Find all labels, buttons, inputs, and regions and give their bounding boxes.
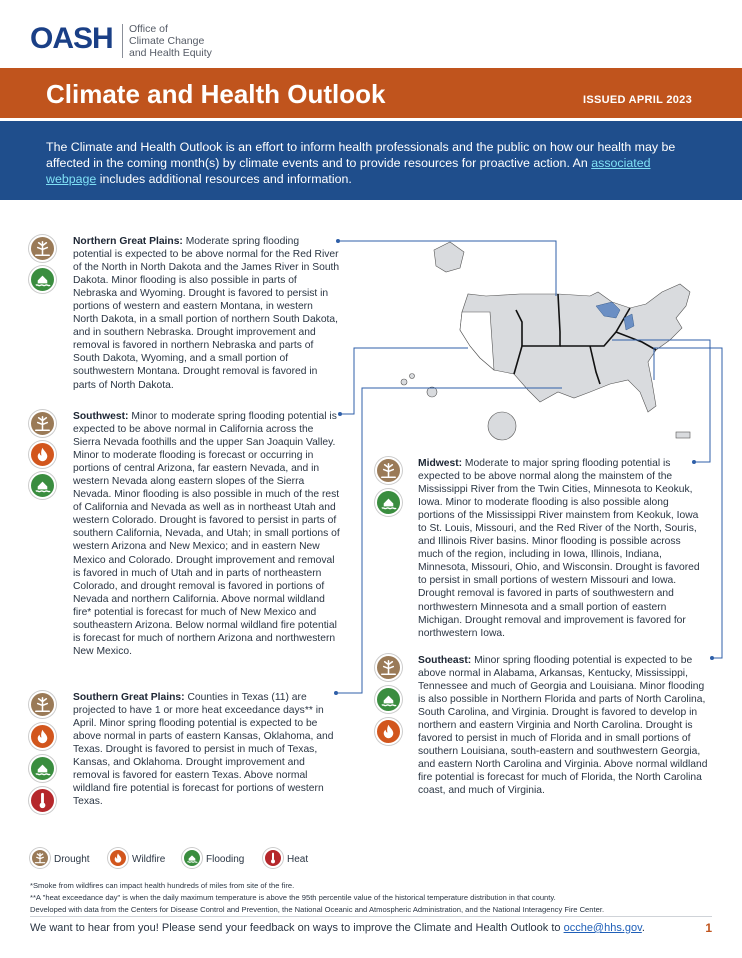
drought-icon bbox=[29, 410, 56, 437]
wildfire-icon bbox=[29, 723, 56, 750]
region-southern-great-plains: Southern Great Plains: Counties in Texas (11) are projected to have 1 or more heat exceedance days** in April. Minor spring flooding potential is expected to be above normal in parts of eastern Kansas, Oklahoma, and Texas. Drought is favored to persist in much of Texas, Kansas, and Oklahoma. Drought improvement and removal is favored for eastern Texas. Above normal wildland fire potential is forecast for portions of western Texas. bbox=[73, 692, 334, 808]
footer-divider bbox=[30, 916, 712, 917]
drought-icon bbox=[30, 848, 50, 868]
heat-icon bbox=[29, 787, 56, 814]
intro-text: The Climate and Health Outlook is an effort to inform health professionals and the public on how our health may be affected in the coming month(s) by climate events and to provide resources for proactive action. An associated webpage includes additional resources and information. bbox=[46, 140, 676, 186]
associated-webpage-link[interactable]: associated webpage bbox=[46, 156, 651, 186]
drought-icon bbox=[375, 654, 402, 681]
title-bar bbox=[0, 68, 742, 118]
footnotes bbox=[30, 880, 604, 916]
footnote-heat-day: **A "heat exceedance day" is when the daily maximum temperature is above the 95th percentile value of the historical temperature distribution in that county. bbox=[30, 893, 556, 902]
office-name: Office of Climate Change and Health Equity bbox=[129, 23, 212, 59]
flooding-icon bbox=[29, 266, 56, 293]
intro-banner bbox=[0, 121, 742, 200]
heat-icon bbox=[263, 848, 283, 868]
flooding-icon bbox=[29, 755, 56, 782]
region-southeast: Southeast: Minor spring flooding potential is expected to be above normal in Alabama, Arkansas, Kentucky, Mississippi, Tennessee and much of Georgia and Louisiana. Minor flooding is also possible in Northern Florida and parts of North Carolina, South Carolina, and Virginia. Drought is favored to develop in northern and eastern Virginia and North Carolina. Drought is favored to persist in much of Florida and in small portions of southern Louisiana, south-eastern and southwestern Georgia, and eastern North Carolina and Virginia. Above normal wildland fire potential is forecast for much of Florida, the North Carolina coast, and much of Virginia. bbox=[418, 655, 708, 797]
wildfire-icon bbox=[108, 848, 128, 868]
drought-icon bbox=[29, 691, 56, 718]
flooding-icon bbox=[29, 472, 56, 499]
footnote-sources: Developed with data from the Centers for Disease Control and Prevention, the National Oceanic and Atmospheric Administration, and the National Interagency Fire Center. bbox=[30, 905, 605, 914]
us-regions-map bbox=[390, 222, 710, 452]
wildfire-icon bbox=[375, 718, 402, 745]
footnote-smoke: *Smoke from wildfires can impact health hundreds of miles from site of the fire. bbox=[30, 881, 295, 890]
feedback-line: We want to hear from you! Please send your feedback on ways to improve the Climate and Health Outlook to ocche@hhs.gov. bbox=[30, 922, 645, 934]
flooding-icon bbox=[375, 489, 402, 516]
page-title: Climate and Health Outlook bbox=[46, 79, 386, 109]
page-number: 1 bbox=[705, 921, 712, 935]
region-northern-great-plains: Northern Great Plains: Moderate spring flooding potential is expected to be above normal for the Red River of the North in North Dakota and the James River in South Dakota. Minor flooding is also possible in parts of Nebraska and Wyoming. Drought is favored to persist in portions of western and eastern Montana, in western North Dakota, in a small portion of northern South Dakota, and in southern Nebraska. Drought improvement and removal is favored in northern Nebraska and parts of South Dakota, Wyoming, and a small portion of southwestern Montana. Drought removal is favored in parts of North Dakota. bbox=[73, 236, 340, 391]
drought-icon bbox=[375, 457, 402, 484]
wildfire-icon bbox=[29, 441, 56, 468]
page-header bbox=[0, 0, 742, 68]
logo-divider bbox=[122, 24, 123, 58]
flooding-icon bbox=[375, 686, 402, 713]
flooding-icon bbox=[182, 848, 202, 868]
feedback-email-link[interactable]: ocche@hhs.gov bbox=[563, 922, 642, 934]
oash-logo: OASH bbox=[30, 22, 113, 55]
region-midwest: Midwest: Moderate to major spring flooding potential is expected to be above normal along the mainstem of the Mississippi River from the Twin Cities, Minnesota to Keokuk, Iowa. Minor to moderate flooding is also possible along portions of the Mississippi River mainstem from Keokuk, Iowa to St. Louis, Missouri, and the Red River of the North, Souris, and Illinois River basins. Minor flooding is possible across much of the region, including in Iowa, Illinois, Indiana, Minnesota, Missouri, Ohio, and Wisconsin. Drought is favored to persist in small portions of western Missouri and Iowa. Drought removal is favored in parts of southwestern and northwestern Minnesota and a small portion of eastern Michigan. Drought removal and improvement is favored for northwestern Iowa. bbox=[418, 458, 700, 639]
region-southwest: Southwest: Minor to moderate spring flooding potential is expected to be above normal in California across the Sierra Nevada foothills and the upper San Joaquin Valley. Minor to moderate flooding is forecast or occurring in portions of central Arizona, far eastern Nevada, and in western Nevada along eastern slopes of the Sierra Nevada. Minor flooding is also possible in much of the rest of California and Nevada as well as in northeast Utah and western Colorado. Drought is favored to persist in parts of southern California, Nevada, and Utah; in small portions of western Arizona and New Mexico; and in eastern New Mexico and Colorado. Drought improvement and removal is favored in much of Utah and in parts of northeastern Colorado, and drought removal is favored in portions of Nevada and northern California. Above normal wildland fire* potential is forecast for much of New Mexico and southeastern Arizona. Below normal wildland fire potential is forecast for much of northern Arizona and northwestern New Mexico. bbox=[73, 411, 340, 657]
issued-date: ISSUED APRIL 2023 bbox=[582, 94, 692, 106]
drought-icon bbox=[29, 235, 56, 262]
